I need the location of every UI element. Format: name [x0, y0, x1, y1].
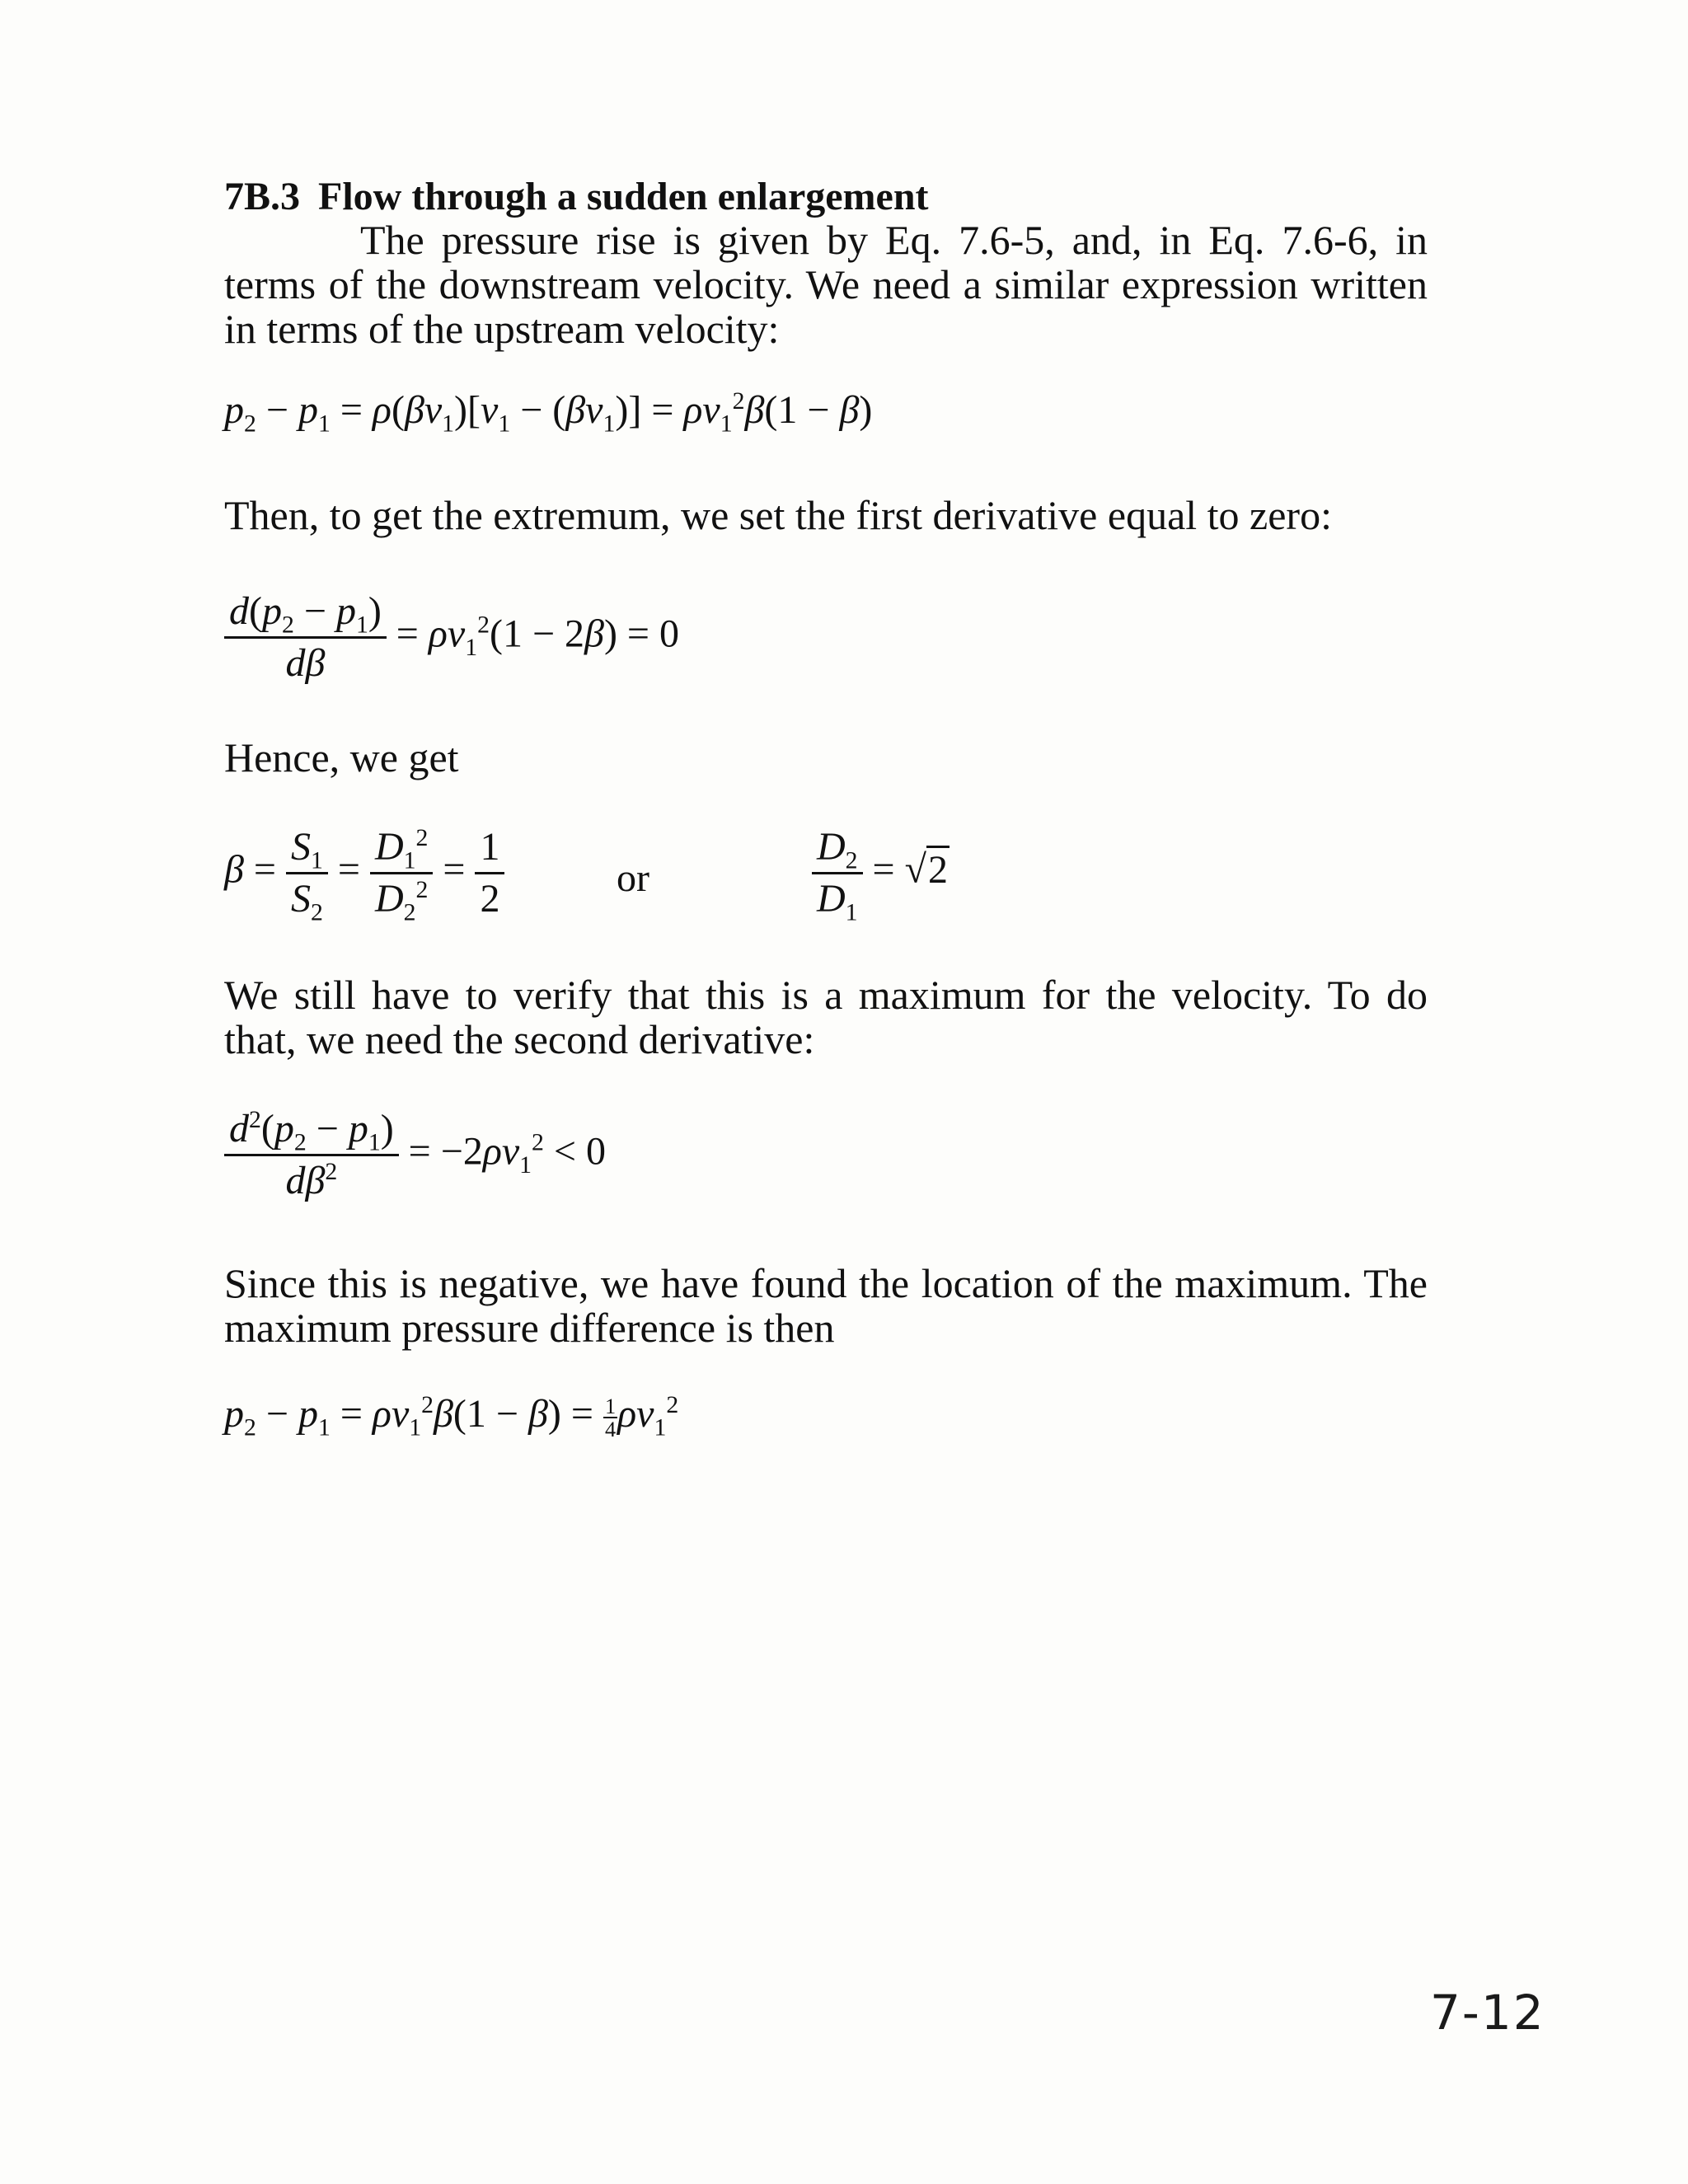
section-title: Flow through a sudden enlargement — [318, 175, 929, 218]
hence-paragraph: Hence, we get — [224, 734, 459, 780]
page-number: 7-12 — [1430, 1985, 1545, 2041]
equation-diameter-ratio: $\frac{D_2}{D_1}$ = √2 — [812, 823, 950, 924]
intro-paragraph: The pressure rise is given by Eq. 7.6-5, and, in Eq. 7.6-6, in terms of the downstream velocity. We need a similar expression written in terms of the upstream velocity: — [224, 217, 1428, 352]
quarter-denominator: 4 — [604, 1416, 617, 1441]
equation-max-pressure: $p_2 - p_1 = \rho v_1^2\beta(1 - \beta)$ = $\frac{1}{4}$ $\rho v_1^2$ — [224, 1391, 679, 1441]
verify-paragraph: We still have to verify that this is a maximum for the velocity. To do that, we need the second derivative: — [224, 972, 1428, 1062]
equation-first-derivative: $\frac{d(p_2 - p_1)}{d\beta}$ = $\rho v_1^2(1 - 2\beta) = 0$ — [224, 587, 679, 688]
quarter-numerator: 1 — [604, 1393, 617, 1418]
section-heading — [224, 175, 929, 219]
or-label: or — [617, 856, 649, 900]
equation-second-derivative: $\frac{d^2(p_2 - p_1)}{d\beta^2}$ = $-2\rho v_1^2 < 0$ — [224, 1104, 606, 1206]
half-denominator: 2 — [480, 877, 500, 921]
minus-two: −2 — [440, 1129, 483, 1174]
conclusion-paragraph: Since this is negative, we have found the location of the maximum. The maximum pressure difference is then — [224, 1260, 1428, 1351]
half-numerator: 1 — [475, 823, 504, 874]
zero-bound: 0 — [586, 1129, 606, 1174]
extremum-paragraph: Then, to get the extremum, we set the first derivative equal to zero: — [224, 492, 1332, 538]
equation-beta: β = $\frac{S_1}{S_2}$ = $\frac{D_1^2}{D_2^2}$ = $\frac{1}{2}$ — [224, 823, 504, 924]
zero-value: 0 — [659, 612, 679, 656]
section-number: 7B.3 — [224, 175, 301, 218]
equation-pressure-rise: $p_2 - p_1 = \rho(\beta v_1)[v_1 - (\beta v_1)] = \rho v_1^2\beta(1 - \beta)$ — [224, 387, 873, 438]
